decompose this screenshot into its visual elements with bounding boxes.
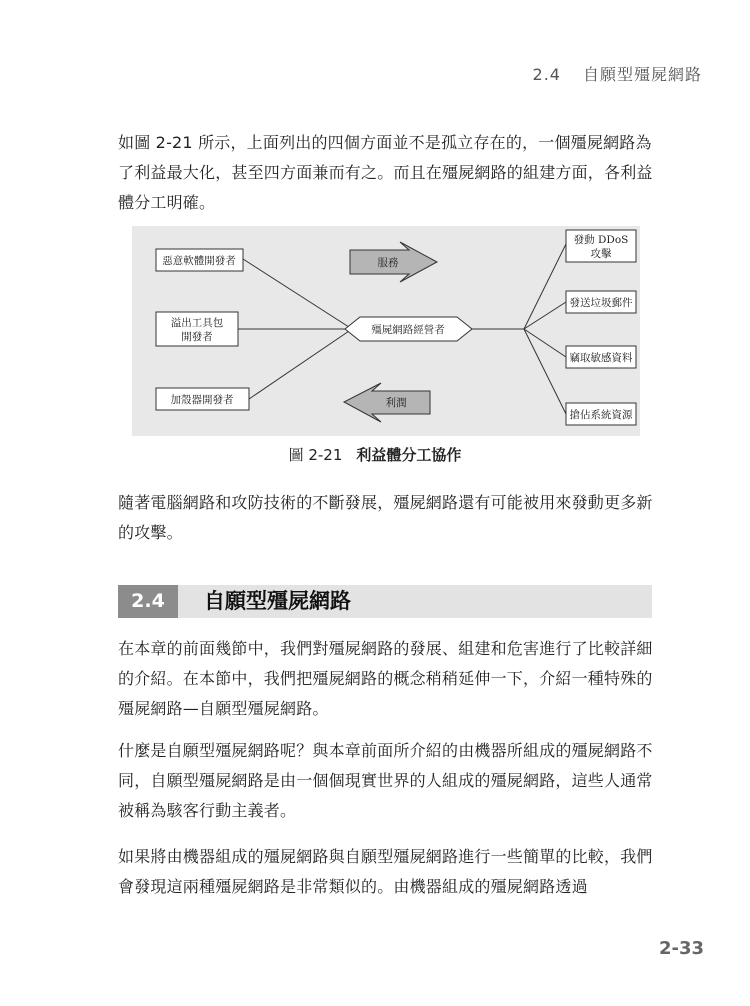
paragraph-new-attacks: 隨著電腦網路和攻防技術的不斷發展，殭屍網路還有可能被用來發動更多新的攻擊。	[118, 493, 653, 542]
label-exploit-kit-line2: 開發者	[181, 331, 213, 343]
label-malware-developer: 惡意軟體開發者	[162, 255, 236, 267]
label-ddos-line1: 發動 DDoS	[573, 234, 629, 246]
paragraph-intro: 如圖 2-21 所示，上面列出的四個方面並不是孤立存在的，一個殭屍網路為了利益最大化，甚至四方面兼而有之。而且在殭屍網路的組建方面，各利益體分工明確。	[118, 133, 653, 212]
diagram-svg	[132, 226, 640, 436]
label-exploit-kit-line1: 溢出工具包	[170, 317, 224, 329]
figure-caption	[0, 444, 750, 465]
label-seize-resources: 搶佔系統資源	[569, 409, 633, 421]
caption-number: 圖 2-21	[288, 446, 343, 464]
label-arrow-profit: 利潤	[385, 397, 407, 409]
header-section-number: 2.4	[532, 65, 561, 84]
label-packer-developer: 加殼器開發者	[170, 394, 234, 406]
section-number: 2.4	[118, 585, 178, 618]
section-title: 自願型殭屍網路	[204, 589, 351, 613]
section-heading	[118, 585, 652, 618]
paragraph-definition: 什麼是自願型殭屍網路呢？與本章前面所介紹的由機器所組成的殭屍網路不同，自願型殭屍網路是由一個個現實世界的人組成的殭屍網路，這些人通常被稱為駭客行動主義者。	[118, 741, 653, 820]
diagram-right-lines	[524, 244, 566, 414]
label-center-operator: 殭屍網路經營者	[371, 324, 445, 336]
label-arrow-service: 服務	[377, 257, 399, 269]
paragraph-comparison: 如果將由機器組成的殭屍網路與自願型殭屍網路進行一些簡單的比較，我們會發現這兩種殭屍網路是非常類似的。由機器組成的殭屍網路透過	[118, 847, 653, 896]
paragraph-section-intro: 在本章的前面幾節中，我們對殭屍網路的發展、組建和危害進行了比較詳細的介紹。在本節中，我們把殭屍網路的概念稍稍延伸一下，介紹一種特殊的殭屍網路—自願型殭屍網路。	[118, 639, 653, 718]
running-header	[533, 62, 702, 85]
header-section-title: 自願型殭屍網路	[582, 65, 702, 84]
label-ddos-line2: 攻擊	[590, 248, 612, 260]
page-number: 2-33	[658, 938, 704, 959]
figure-diagram	[132, 226, 640, 436]
caption-title: 利益體分工協作	[356, 446, 462, 464]
label-spam: 發送垃圾郵件	[569, 297, 633, 309]
label-steal-data: 竊取敏感資料	[569, 352, 633, 364]
